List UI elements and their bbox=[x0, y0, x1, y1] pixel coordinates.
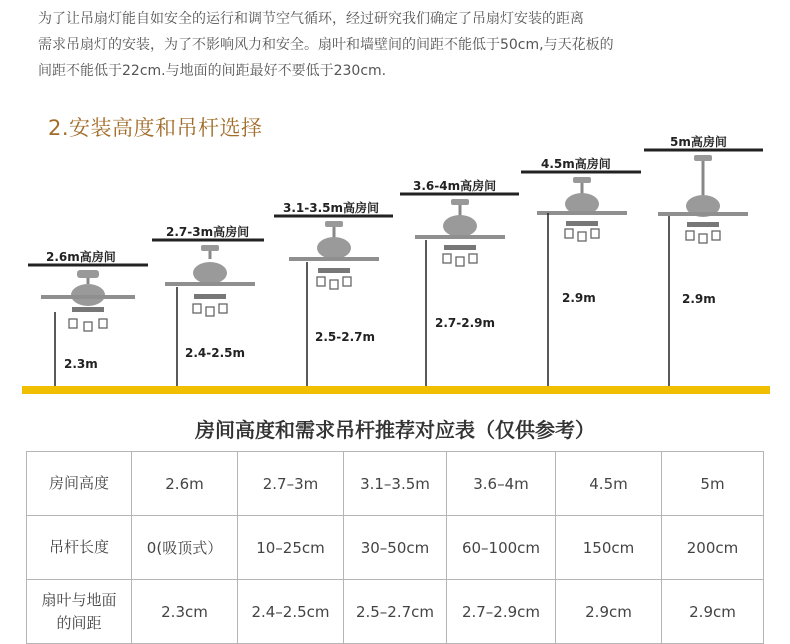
row-header-line: 的间距 bbox=[56, 613, 102, 632]
ceiling-fan-icon bbox=[165, 245, 255, 316]
row-header: 房间高度 bbox=[27, 452, 132, 516]
table-cell: 2.9cm bbox=[556, 580, 662, 644]
table-row bbox=[27, 580, 764, 644]
ceiling-fan-icon bbox=[658, 155, 748, 243]
intro-line: 间距不能低于22cm.与地面的间距最好不要低于230cm. bbox=[38, 63, 387, 79]
intro-line: 为了让吊扇灯能自如安全的运行和调节空气循环，经过研究我们确定了吊扇灯安装的距离 bbox=[38, 11, 584, 27]
table-title: 房间高度和需求吊杆推荐对应表（仅供参考） bbox=[195, 418, 595, 442]
table-cell: 2.6m bbox=[132, 452, 238, 516]
table-cell: 4.5m bbox=[556, 452, 662, 516]
table-cell: 150cm bbox=[556, 516, 662, 580]
row-header bbox=[27, 580, 132, 644]
table-cell: 200cm bbox=[662, 516, 764, 580]
table-cell: 3.6–4m bbox=[447, 452, 556, 516]
table-cell: 2.7–3m bbox=[238, 452, 344, 516]
table-cell: 2.7–2.9cm bbox=[447, 580, 556, 644]
blade-floor-distance: 2.9m bbox=[562, 291, 596, 305]
blade-floor-distance: 2.4-2.5m bbox=[185, 346, 245, 360]
room-height-label: 4.5m高房间 bbox=[541, 157, 611, 171]
ceiling-fan-icon bbox=[289, 221, 379, 289]
table-cell: 2.3cm bbox=[132, 580, 238, 644]
intro-line: 需求吊扇灯的安装，为了不影响风力和安全。扇叶和墙壁间的间距不能低于50cm,与天花板的 bbox=[38, 37, 614, 53]
table-row bbox=[27, 452, 764, 516]
room-height-label: 2.6m高房间 bbox=[46, 250, 116, 264]
blade-floor-distance: 2.9m bbox=[682, 292, 716, 306]
table-row bbox=[27, 516, 764, 580]
table-cell: 30–50cm bbox=[344, 516, 447, 580]
blade-floor-distance: 2.5-2.7m bbox=[315, 330, 375, 344]
table-cell: 3.1–3.5m bbox=[344, 452, 447, 516]
section-title: 2.安装高度和吊杆选择 bbox=[48, 116, 263, 140]
floor-line bbox=[22, 386, 770, 394]
table-cell: 5m bbox=[662, 452, 764, 516]
recommendation-table bbox=[26, 451, 764, 644]
room-height-label: 3.6-4m高房间 bbox=[413, 179, 497, 193]
row-header-line: 扇叶与地面 bbox=[41, 590, 117, 609]
table-cell: 2.4–2.5cm bbox=[238, 580, 344, 644]
row-header: 吊杆长度 bbox=[27, 516, 132, 580]
room-height-label: 5m高房间 bbox=[670, 135, 727, 149]
room-height-label: 2.7-3m高房间 bbox=[166, 225, 250, 239]
blade-floor-distance: 2.3m bbox=[64, 357, 98, 371]
table-cell: 0(吸顶式） bbox=[132, 516, 238, 580]
blade-floor-distance: 2.7-2.9m bbox=[435, 316, 495, 330]
ceiling-fan-icon bbox=[537, 177, 627, 241]
table-cell: 2.9cm bbox=[662, 580, 764, 644]
room-height-label: 3.1-3.5m高房间 bbox=[283, 201, 380, 215]
table-cell: 10–25cm bbox=[238, 516, 344, 580]
ceiling-fan-icon bbox=[415, 199, 505, 266]
table-cell: 2.5–2.7cm bbox=[344, 580, 447, 644]
table-cell: 60–100cm bbox=[447, 516, 556, 580]
